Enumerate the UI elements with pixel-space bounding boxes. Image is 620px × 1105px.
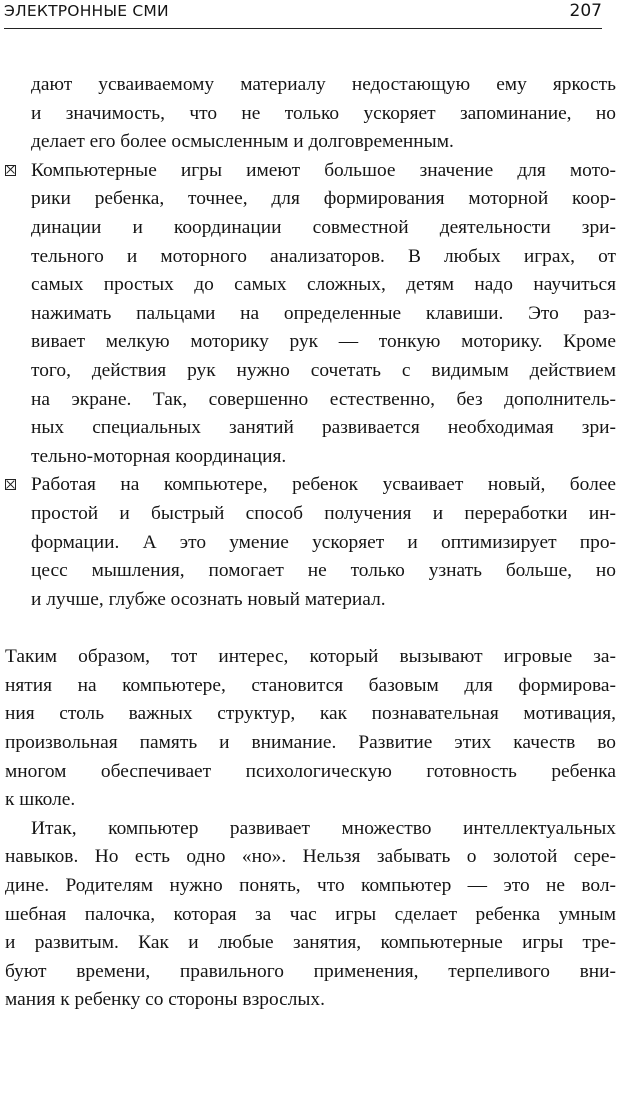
text-line: мания к ребенку со стороны взрослых. <box>5 989 325 1011</box>
text-line: дают усваиваемому материалу недостающую ему яркость <box>31 74 616 95</box>
text-line: формации. А это умение ускоряет и оптимизирует про- <box>31 531 616 553</box>
text-line: и значимость, что не только ускоряет запоминание, но <box>31 102 616 124</box>
checkbox-bullet-icon <box>5 479 16 490</box>
text-line: Работая на компьютере, ребенок усваивает новый, более <box>31 474 616 496</box>
text-line: ных специальных занятий развивается необходимая зри- <box>31 417 616 439</box>
text-line: Компьютерные игры имеют большое значение для мото- <box>31 159 616 181</box>
text-line: шебная палочка, которая за час игры сделает ребенка умным <box>5 903 616 925</box>
page-number: 207 <box>569 1 602 21</box>
text-line: ния столь важных структур, как познавательная мотивация, <box>5 703 616 725</box>
text-line: дине. Родителям нужно понять, что компьютер — это не вол- <box>5 875 616 897</box>
text-line: динации и координации совместной деятельности зри- <box>31 216 616 238</box>
text-line: на экране. Так, совершенно естественно, без дополнитель- <box>31 388 616 410</box>
page-header <box>4 0 602 29</box>
bullet-item <box>5 471 616 614</box>
continued-paragraph <box>5 71 616 157</box>
text-line: цесс мышления, помогает не только узнать больше, но <box>31 560 616 582</box>
paragraph <box>5 815 616 1015</box>
text-line: буют времени, правильного применения, терпеливого вни- <box>5 960 616 982</box>
text-line: многом обеспечивает психологическую готовность ребенка <box>5 760 616 782</box>
text-line: навыков. Но есть одно «но». Нельзя забывать о золотой сере- <box>5 846 616 868</box>
text-line: простой и быстрый способ получения и переработки ин- <box>31 502 616 524</box>
page-body <box>5 71 616 1015</box>
running-head: ЭЛЕКТРОННЫЕ СМИ <box>4 2 169 20</box>
text-line: произвольная память и внимание. Развитие этих качеств во <box>5 732 616 754</box>
text-line: того, действия рук нужно сочетать с видимым действием <box>31 359 616 381</box>
paragraph-gap <box>5 614 616 643</box>
text-line: нажимать пальцами на определенные клавиши. Это раз- <box>31 302 616 324</box>
text-line: Итак, компьютер развивает множество интеллектуальных <box>31 817 616 839</box>
text-line: тельного и моторного анализаторов. В любых играх, от <box>31 245 616 267</box>
text-line: и лучше, глубже осознать новый материал. <box>31 588 386 610</box>
text-line: нятия на компьютере, становится базовым для формирова- <box>5 674 616 696</box>
text-line: вивает мелкую моторику рук — тонкую моторику. Кроме <box>31 331 616 353</box>
text-line: к школе. <box>5 789 76 811</box>
text-line: тельно-моторная координация. <box>31 445 287 467</box>
text-line: самых простых до самых сложных, детям надо научиться <box>31 274 616 296</box>
paragraph <box>5 643 616 815</box>
text-line: и развитым. Как и любые занятия, компьютерные игры тре- <box>5 932 616 954</box>
checkbox-bullet-icon <box>5 165 16 176</box>
text-line: делает его более осмысленным и долговременным. <box>31 131 454 153</box>
bullet-item <box>5 157 616 472</box>
text-line: Таким образом, тот интерес, который вызывают игровые за- <box>5 646 616 668</box>
text-line: рики ребенка, точнее, для формирования моторной коор- <box>31 188 616 210</box>
